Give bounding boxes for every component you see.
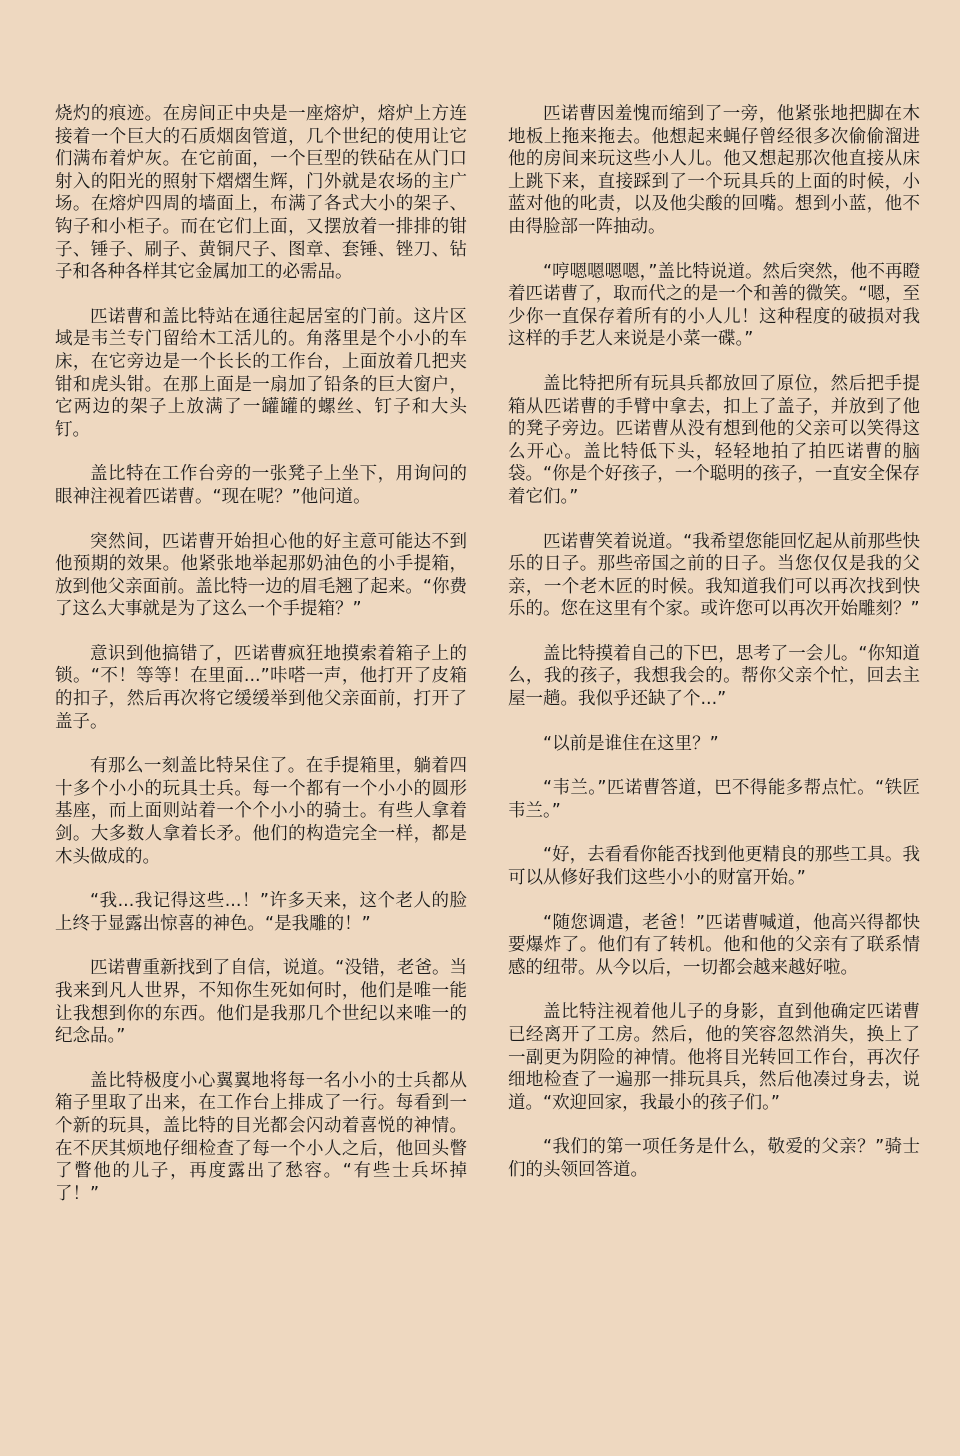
paragraph: “好，去看看你能否找到他更精良的那些工具。我可以从修好我们这些小小的财富开始。”	[508, 845, 920, 889]
paragraph: 盖比特极度小心翼翼地将每一名小小的士兵都从箱子里取了出来，在工作台上排成了一行。每看到一个新的玩具，盖比特的目光都会闪动着喜悦的神情。在不厌其烦地仔细检查了每一个小人之后，他回头瞥了瞥他的儿子，再度露出了愁容。“有些士兵坏掉了！”	[55, 1070, 467, 1204]
paragraph: 突然间，匹诺曹开始担心他的好主意可能达不到他预期的效果。他紧张地举起那奶油色的小手提箱，放到他父亲面前。盖比特一边的眉毛翘了起来。“你费了这么大事就是为了这么一个手提箱？”	[55, 531, 467, 620]
paragraph: “哼嗯嗯嗯嗯，”盖比特说道。然后突然，他不再瞪着匹诺曹了，取而代之的是一个和善的微笑。“嗯，至少你一直保存着所有的小人儿！这种程度的破损对我这样的手艺人来说是小菜一碟。”	[508, 261, 920, 350]
paragraph: “我们的第一项任务是什么，敬爱的父亲？”骑士们的头领回答道。	[508, 1137, 920, 1180]
paragraph: 有那么一刻盖比特呆住了。在手提箱里，躺着四十多个小小的玩具士兵。每一个都有一个小小的圆形基座，而上面则站着一个个小小的骑士。有些人拿着剑。大多数人拿着长矛。他们的构造完全一样，都是木头做成的。	[55, 756, 467, 867]
paragraph: “随您调遣，老爸！”匹诺曹喊道，他高兴得都快要爆炸了。他们有了转机。他和他的父亲有了联系情感的纽带。从今以后，一切都会越来越好啦。	[508, 912, 920, 978]
paragraph: 盖比特摸着自己的下巴，思考了一会儿。“你知道么，我的孩子，我想我会的。帮你父亲个忙，回去主屋一趟。我似乎还缺了个...”	[508, 643, 920, 710]
paragraph: 盖比特在工作台旁的一张凳子上坐下，用询问的眼神注视着匹诺曹。“现在呢？”他问道。	[55, 464, 467, 507]
paragraph: 烧灼的痕迹。在房间正中央是一座熔炉，熔炉上方连接着一个巨大的石质烟囱管道，几个世纪的使用让它们满布着炉灰。在它前面，一个巨型的铁砧在从门口射入的阳光的照射下熠熠生辉，门外就是农场的主广场。在熔炉四周的墙面上，布满了各式大小的架子、钩子和小柜子。而在它们上面，又摆放着一排排的钳子、锤子、刷子、黄铜尺子、图章、套锤、锉刀、钻子和各种各样其它金属加工的必需品。	[55, 104, 467, 283]
paragraph: “韦兰。”匹诺曹答道，巴不得能多帮点忙。“铁匠韦兰。”	[508, 778, 920, 821]
paragraph: 匹诺曹和盖比特站在通往起居室的门前。这片区域是韦兰专门留给木工活儿的。角落里是个小小的车床，在它旁边是一个长长的工作台，上面放着几把夹钳和虎头钳。在那上面是一扇加了铅条的巨大窗户，它两边的架子上放满了一罐罐的螺丝、钉子和大头钉。	[55, 306, 467, 440]
left-column	[55, 103, 467, 1227]
paragraph: 匹诺曹笑着说道。“我希望您能回忆起从前那些快乐的日子。那些帝国之前的日子。当您仅仅是我的父亲，一个老木匠的时候。我知道我们可以再次找到快乐的。您在这里有个家。或许您可以再次开始雕刻？”	[508, 531, 920, 620]
paragraph: 盖比特注视着他儿子的身影，直到他确定匹诺曹已经离开了工房。然后，他的笑容忽然消失，换上了一副更为阴险的神情。他将目光转回工作台，再次仔细地检查了一遍那一排玩具兵，然后他凑过身去，说道。“欢迎回家，我最小的孩子们。”	[508, 1002, 920, 1113]
right-column	[508, 103, 920, 1204]
paragraph: “我...我记得这些...！”许多天来，这个老人的脸上终于显露出惊喜的神色。“是我雕的！”	[55, 891, 467, 934]
paragraph: 意识到他搞错了，匹诺曹疯狂地摸索着箱子上的锁。“不！等等！在里面...”咔嗒一声，他打开了皮箱的扣子，然后再次将它缓缓举到他父亲面前，打开了盖子。	[55, 643, 467, 732]
paragraph: 匹诺曹重新找到了自信，说道。“没错，老爸。当我来到凡人世界，不知你生死如何时，他们是唯一能让我想到你的东西。他们是我那几个世纪以来唯一的纪念品。”	[55, 958, 467, 1047]
paragraph: “以前是谁住在这里？”	[543, 733, 719, 754]
paragraph: 匹诺曹因羞愧而缩到了一旁，他紧张地把脚在木地板上拖来拖去。他想起来蝇仔曾经很多次偷偷溜进他的房间来玩这些小人儿。他又想起那次他直接从床上跳下来，直接踩到了一个玩具兵的上面的时候，小蓝对他的叱责，以及他尖酸的回嘴。想到小蓝，他不由得脸部一阵抽动。	[508, 104, 920, 237]
paragraph: 盖比特把所有玩具兵都放回了原位，然后把手提箱从匹诺曹的手臂中拿去，扣上了盖子，并放到了他的凳子旁边。匹诺曹从没有想到他的父亲可以笑得这么开心。盖比特低下头，轻轻地拍了拍匹诺曹的脑袋。“你是个好孩子，一个聪明的孩子，一直安全保存着它们。”	[508, 373, 920, 507]
